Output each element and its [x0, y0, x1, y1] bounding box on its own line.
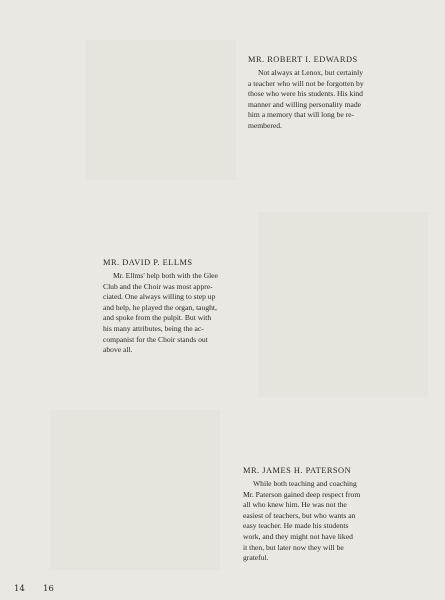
description-line: his many attributes, being the ac-	[103, 323, 204, 333]
teacher-description	[103, 271, 243, 356]
teacher-entry-paterson	[243, 466, 383, 564]
description-line: and help, he played the organ, taught,	[103, 302, 217, 312]
description-line: ciated. One always willing to step up	[103, 292, 216, 302]
teacher-entry-ellms	[103, 258, 243, 356]
description-line: Not always at Lenox, but certainly	[258, 68, 364, 77]
description-line: companist for the Choir stands out	[103, 334, 208, 344]
description-line: manner and willing personality made	[248, 99, 362, 109]
description-line: Mr. Ellms' help both with the Glee	[113, 271, 218, 280]
description-line: Mr. Paterson gained deep respect from	[243, 489, 361, 499]
description-line: easiest of teachers, but who wants an	[243, 510, 356, 520]
description-line: a teacher who will not be forgotten by	[248, 78, 364, 88]
teacher-description	[248, 68, 383, 132]
description-line: it then, but later now they will be	[243, 542, 344, 552]
page-number: 14	[14, 584, 25, 594]
description-line: him a memory that will long be re-	[248, 110, 355, 120]
description-line: While both teaching and coaching	[253, 479, 357, 488]
description-line: grateful.	[243, 553, 269, 563]
description-line: those who were his students. His kind	[248, 89, 363, 99]
teacher-entry-edwards	[248, 55, 383, 132]
description-line: membered.	[248, 120, 282, 130]
faded-photo-paterson	[50, 410, 220, 570]
description-line: easy teacher. He made his students	[243, 521, 349, 531]
faded-photo-edwards	[86, 40, 236, 180]
description-line: and spoke from the pulpit. But with	[103, 313, 212, 323]
faded-photo-ellms	[258, 212, 428, 397]
description-line: Club and the Choir was most appre-	[103, 281, 213, 291]
description-line: work, and they might not have liked	[243, 531, 353, 541]
page-number: 16	[43, 584, 54, 594]
teacher-name: MR. ROBERT I. EDWARDS	[248, 55, 358, 64]
teacher-description	[243, 479, 383, 564]
description-line: above all.	[103, 345, 133, 355]
teacher-name: MR. JAMES H. PATERSON	[243, 466, 352, 475]
teacher-name: MR. DAVID P. ELLMS	[103, 258, 193, 267]
description-line: all who knew him. He was not the	[243, 500, 347, 510]
